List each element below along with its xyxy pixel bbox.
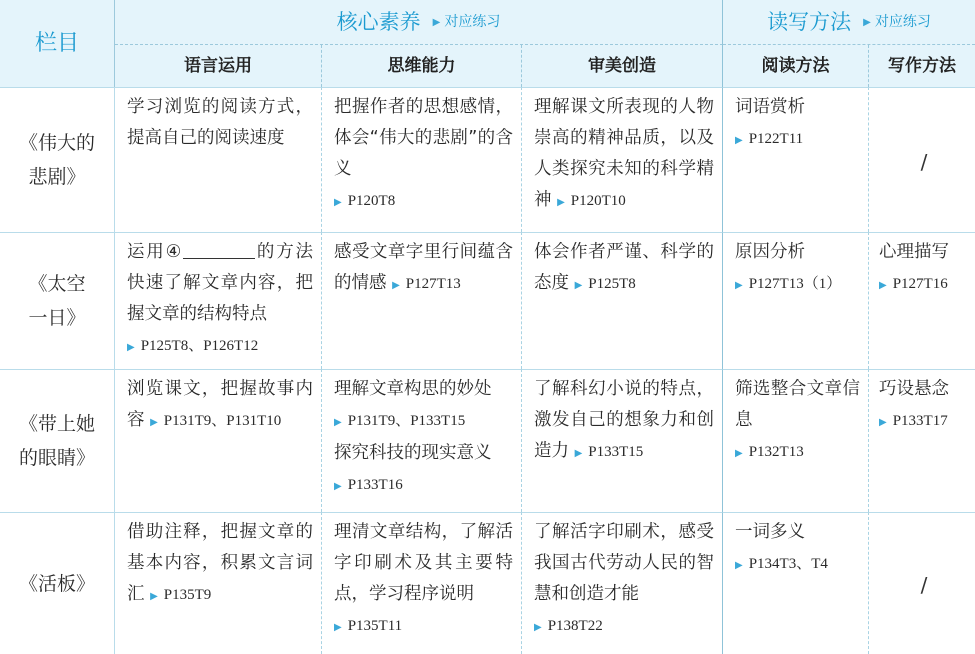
exercise-ref-label: P135T9 bbox=[163, 587, 212, 603]
core-literacy-header bbox=[115, 0, 723, 45]
cell-language bbox=[115, 512, 322, 654]
cell-thinking bbox=[322, 232, 522, 369]
exercise-ref-label: P120T8 bbox=[347, 193, 396, 209]
triangle-right-icon: ▶ bbox=[735, 560, 743, 571]
method-practice-label: 对应练习 bbox=[874, 13, 931, 30]
cell-text: 理解课文所表现的人物崇高的精神品质，以及人类探究未知的科学精神 bbox=[534, 97, 714, 210]
exercise-ref[interactable] bbox=[334, 477, 403, 493]
method-practice-link[interactable] bbox=[863, 7, 931, 38]
exercise-ref[interactable] bbox=[575, 276, 636, 292]
triangle-right-icon: ▶ bbox=[863, 16, 871, 28]
triangle-right-icon: ▶ bbox=[334, 481, 342, 492]
exercise-ref-label: P133T15 bbox=[588, 444, 644, 460]
cell-text: 心理描写 bbox=[879, 242, 949, 262]
col-header-aesthetic: 审美创造 bbox=[522, 45, 723, 87]
triangle-right-icon: ▶ bbox=[574, 280, 583, 291]
exercise-ref[interactable] bbox=[392, 276, 461, 292]
exercise-ref-label: P131T9、P133T15 bbox=[347, 413, 466, 429]
cell-writing-empty: / bbox=[869, 87, 975, 232]
core-practice-link[interactable] bbox=[433, 7, 501, 38]
triangle-right-icon: ▶ bbox=[334, 417, 342, 428]
triangle-right-icon: ▶ bbox=[879, 417, 887, 428]
fill-blank[interactable] bbox=[183, 238, 255, 259]
reading-writing-header bbox=[723, 0, 975, 45]
exercise-ref[interactable] bbox=[879, 413, 948, 429]
exercise-ref[interactable] bbox=[735, 556, 828, 572]
reading-writing-title: 读写方法 bbox=[767, 9, 852, 34]
triangle-right-icon: ▶ bbox=[334, 622, 342, 633]
cell-text: 原因分析 bbox=[735, 242, 805, 262]
col-header-thinking: 思维能力 bbox=[322, 45, 522, 87]
cell-text: 了解科幻小说的特点，激发自己的想象力和创造力 bbox=[534, 379, 714, 461]
triangle-right-icon: ▶ bbox=[334, 197, 342, 208]
exercise-ref-label: P120T10 bbox=[570, 193, 626, 209]
cell-text: 理解文章构思的妙处 bbox=[334, 379, 492, 399]
cell-text: 借助注释，把握文章的基本内容，积累文言词汇 bbox=[127, 522, 313, 604]
exercise-ref-label: P133T16 bbox=[347, 477, 403, 493]
triangle-right-icon: ▶ bbox=[432, 16, 441, 28]
exercise-ref[interactable] bbox=[879, 276, 948, 292]
cell-reading bbox=[723, 512, 869, 654]
exercise-ref[interactable] bbox=[557, 193, 626, 209]
cell-text: 了解活字印刷术，感受我国古代劳动人民的智慧和创造才能 bbox=[534, 522, 714, 604]
lesson-title-line: 《太空 bbox=[28, 273, 86, 295]
lesson-title-line: 《伟大的 bbox=[18, 132, 95, 154]
exercise-ref[interactable] bbox=[150, 413, 281, 429]
cell-text: 学习浏览的阅读方式，提高自己的阅读速度 bbox=[127, 97, 313, 148]
cell-text: 筛选整合文章信息 bbox=[735, 379, 860, 430]
exercise-ref[interactable] bbox=[334, 618, 402, 634]
lesson-title bbox=[0, 232, 115, 369]
cell-language bbox=[115, 232, 322, 369]
cell-reading bbox=[723, 87, 869, 232]
col-header-writing: 写作方法 bbox=[869, 45, 975, 87]
lesson-title-line: 《活板》 bbox=[18, 572, 95, 595]
exercise-ref[interactable] bbox=[735, 444, 804, 460]
triangle-right-icon: ▶ bbox=[735, 448, 743, 459]
cell-text: 感受文章字里行间蕴含的情感 bbox=[334, 242, 513, 293]
exercise-ref-label: P125T8、P126T12 bbox=[140, 338, 259, 354]
triangle-right-icon: ▶ bbox=[534, 622, 542, 633]
triangle-right-icon: ▶ bbox=[574, 448, 583, 459]
lesson-title-line: 《带上她 bbox=[18, 413, 95, 435]
lesson-title bbox=[0, 369, 115, 512]
exercise-ref-label: P122T11 bbox=[748, 131, 804, 147]
exercise-ref[interactable] bbox=[735, 131, 803, 147]
exercise-ref-label: P133T17 bbox=[892, 413, 948, 429]
cell-writing-empty: / bbox=[869, 512, 975, 654]
cell-text: 体会作者严谨、科学的态度 bbox=[534, 242, 714, 293]
exercise-ref-label: P127T13 bbox=[405, 276, 461, 292]
col-header-reading: 阅读方法 bbox=[723, 45, 869, 87]
lesson-title-line: 一日》 bbox=[28, 307, 86, 329]
exercise-ref[interactable] bbox=[575, 444, 644, 460]
exercise-ref[interactable] bbox=[127, 338, 258, 354]
cell-text: 把握作者的思想感情，体会“伟大的悲剧”的含义 bbox=[334, 97, 513, 179]
cell-writing bbox=[869, 369, 975, 512]
core-literacy-title: 核心素养 bbox=[336, 9, 421, 34]
cell-text: 一词多义 bbox=[735, 522, 805, 542]
exercise-ref-label: P127T16 bbox=[892, 276, 948, 292]
lesson-title bbox=[0, 512, 115, 654]
exercise-ref[interactable] bbox=[735, 276, 841, 292]
cell-thinking bbox=[322, 369, 522, 512]
exercise-ref-label: P125T8 bbox=[588, 276, 636, 292]
exercise-ref-label: P134T3、T4 bbox=[748, 556, 828, 572]
exercise-ref[interactable] bbox=[150, 587, 211, 603]
cell-aesthetic bbox=[522, 512, 723, 654]
triangle-right-icon: ▶ bbox=[735, 135, 743, 146]
cell-thinking bbox=[322, 87, 522, 232]
cell-text: 巧设悬念 bbox=[879, 379, 949, 399]
cell-text: 运用④ bbox=[127, 242, 184, 262]
cell-text: 的方法快速了解文章内容，把握文章的结构特点 bbox=[127, 242, 313, 324]
lesson-title-line: 悲剧》 bbox=[28, 166, 86, 188]
exercise-ref[interactable] bbox=[334, 413, 465, 429]
exercise-ref[interactable] bbox=[334, 193, 395, 209]
lesson-title bbox=[0, 87, 115, 232]
cell-text: 理清文章结构，了解活字印刷术及其主要特点，学习程序说明 bbox=[334, 522, 513, 604]
cell-text: 探究科技的现实意义 bbox=[334, 443, 492, 463]
col-header-language: 语言运用 bbox=[115, 45, 322, 87]
cell-aesthetic bbox=[522, 232, 723, 369]
exercise-ref-label: P138T22 bbox=[547, 618, 603, 634]
exercise-ref-label: P127T13（1） bbox=[748, 276, 842, 292]
cell-text: 浏览课文，把握故事内容 bbox=[127, 379, 313, 430]
cell-language bbox=[115, 369, 322, 512]
triangle-right-icon: ▶ bbox=[392, 280, 400, 291]
triangle-right-icon: ▶ bbox=[735, 280, 743, 291]
cell-writing bbox=[869, 232, 975, 369]
exercise-ref-label: P135T11 bbox=[347, 618, 403, 634]
cell-aesthetic bbox=[522, 87, 723, 232]
cell-aesthetic bbox=[522, 369, 723, 512]
triangle-right-icon: ▶ bbox=[557, 197, 565, 208]
lesson-title-line: 的眼睛》 bbox=[18, 447, 95, 469]
cell-thinking bbox=[322, 512, 522, 654]
cell-language bbox=[115, 87, 322, 232]
cell-text: 词语赏析 bbox=[735, 97, 805, 117]
exercise-ref-label: P131T9、P131T10 bbox=[163, 413, 282, 429]
lanmu-label: 栏目 bbox=[34, 31, 79, 56]
cell-reading bbox=[723, 232, 869, 369]
core-practice-label: 对应练习 bbox=[444, 13, 501, 30]
triangle-right-icon: ▶ bbox=[150, 591, 158, 602]
cell-reading bbox=[723, 369, 869, 512]
triangle-right-icon: ▶ bbox=[150, 417, 158, 428]
exercise-ref-label: P132T13 bbox=[748, 444, 804, 460]
triangle-right-icon: ▶ bbox=[127, 342, 135, 353]
triangle-right-icon: ▶ bbox=[879, 280, 887, 291]
exercise-ref[interactable] bbox=[534, 618, 603, 634]
lanmu-header bbox=[0, 0, 115, 87]
